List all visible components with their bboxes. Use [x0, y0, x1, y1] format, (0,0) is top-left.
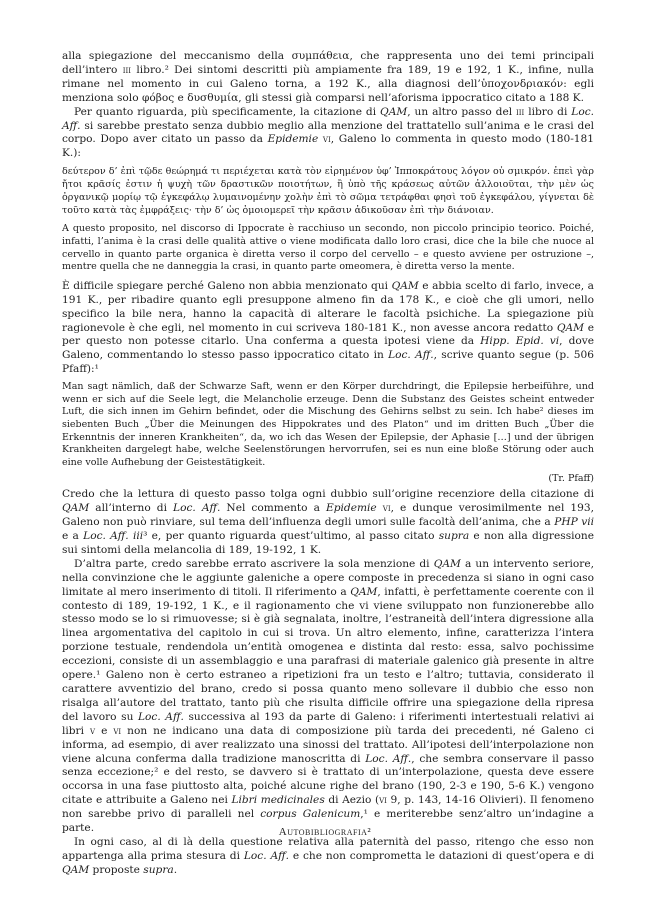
quotation-attribution: (Tr. Pfaff)	[548, 473, 594, 485]
paragraph-1: alla spiegazione del meccanismo della συμπάθεια, che rappresenta uno dei temi principali dell’intero iii libro.² Dei sintomi descritti più ampiamente fra 189, 19 e 192, 1 K., infine, nulla rimane nel momento in cui Galeno torna, a 192 K., alla diagnosi dell’ὑποχονδριακόν: egli menziona solo φόβος e δυσθυμία, gli stessi già comparsi nell’aforisma ippocratico citato a 188 K.	[62, 50, 594, 104]
paragraph-2: Per quanto riguarda, più specificamente, la citazione di QAM, un altro passo del iii libro di Loc. Aff. si sarebbe prestato senza dubbio meglio alla menzione del trattatello sull’anima e le crasi del corpo. Dopo aver citato un passo da Epidemie vi, Galeno lo commenta in questo modo (180-181 K.):	[62, 105, 594, 160]
paragraph-5: D’altra parte, credo sarebbe errato ascrivere la sola menzione di QAM a un intervento seriore, nella convinzione che le aggiunte galeniche a opere composte in precedenza si siano in ogni caso limitate al mero inserimento di titoli. Il riferimento a QAM, infatti, è perfettamente coerente con il contesto di 189, 19-192, 1 K., e il ragionamento che vi viene sviluppato non funzionerebbe allo stesso modo se lo si rimuovesse; si è già segnalata, inoltre, l’estraneità dell’intera digressione alla linea argomentativa del capitolo in cui si trova. Un altro elemento, infine, caratterizza l’intera porzione testuale, rendendola un’entità omogenea e distinta dal resto: essa, salvo pochissime eccezioni, consiste di un assemblaggio e una parafrasi di materiale galenico già presente in altre opere.¹ Galeno non è certo estraneo a ripetizioni fra un testo e l’altro; tuttavia, considerato il carattere avventizio del brano, credo si possa quanto meno sollevare il dubbio che esso non risalga all’autore del trattato, tanto più che risulta difficile offrire una spiegazione della ripresa del lavoro su Loc. Aff. successiva al 193 da parte di Galeno: i riferimenti intertestuali relativi ai libri v e vi non ne indicano una data di composizione più tarda dei precedenti, né Galeno ci informa, ad esempio, di aver realizzato una sinossi del trattato. All’ipotesi dell’interpolazione non viene alcuna conferma dalla tradizione manoscritta di Loc. Aff., che sembra conservare il passo senza eccezione;² e del resto, se davvero si è trattato di un’interpolazione, questa deve essere occorsa in una fase piuttosto alta, poiché alcune righe del brano (190, 2-3 e 190, 5-6 K.) vengono citate e attribuite a Galeno nei Libri medicinales di Aezio (vi 9, p. 143, 14-16 Olivieri). Il fenomeno non sarebbe privo di paralleli nel corpus Galenicum,¹ e meriterebbe senz’altro un’indagine a parte.	[62, 557, 595, 835]
paragraph-3: È difficile spiegare perché Galeno non abbia menzionato qui QAM e abbia scelto di farlo, invece, a 191 K., per ribadire quanto egli presuppone almeno fin da 178 K., e cioè che gli umori, nello specifico la bile nera, hanno la capacità di alterare le facoltà psichiche. La spiegazione più ragionevole è che egli, nel momento in cui scriveva 180-181 K., non avesse ancora redatto QAM e per questo non potesse citarlo. Una conferma a questa ipotesi viene da Hipp. Epid. vi, dove Galeno, commentando lo stesso passo ippocratico citato in Loc. Aff., scrive quanto segue (p. 506 Pfaff):¹	[62, 279, 594, 376]
german-quotation: Man sagt nämlich, daß der Schwarze Saft, wenn er den Körper durchdringt, die Epilepsie herbeiführe, und wenn er sich auf die Seele legt, die Melancholie erzeuge. Denn die Substanz des Geistes scheint entweder Luft, die sich innen im Gehirn befindet, oder die Mischung des Gehirns selbst zu sein. Ich habe² dieses im siebenten Buch „Über die Meinungen des Hippokrates und des Platon“ und im dritten Buch „Über die Erkenntnis der inneren Krankheiten“, da, wo ich das Wesen der Epilepsie, der Aphasie […] und der übrigen Krankheiten dargelegt habe, welche Seelenstörungen hervorrufen, sei es nun eine bloße Störung oder auch eine volle Aufhebung der Geistestätigkeit.	[62, 381, 594, 468]
paragraph-6: In ogni caso, al di là della questione relativa alla paternità del passo, ritengo che esso non appartenga alla prima stesura di Loc. Aff. e che non comprometta le datazioni di quest’opera e di QAM proposte supra.	[62, 835, 594, 876]
italian-translation: A questo proposito, nel discorso di Ippocrate è racchiuso un secondo, non piccolo principio teorico. Poiché, infatti, l’anima è la crasi delle qualità attive o viene modificata dallo loro crasi, dice che la bile che nuoce al cervello in quanto parte organica è diretta verso il corpo del cervello – e questo avviene per ostruzione –, mentre quella che ne danneggia la crasi, in quanto parte omeomera, è diretta verso la mente.	[62, 223, 594, 273]
greek-quotation: δεύτερον δ’ ἐπὶ τῷδε θεώρημά τι περιέχεται κατὰ τὸν εἰρημένον ὑφ’ Ἱπποκράτους λόγον οὐ σμικρόν. ἐπεὶ γὰρ ἤτοι κρᾶσίς ἐστιν ἡ ψυχὴ τῶν δραστικῶν ποιοτήτων, ἢ ὑπὸ τῆς κράσεως αὐτῶν ἀλλοιοῦται, τὴν μὲν ὡς ὀργανικῷ μορίῳ τῷ ἐγκεφάλῳ λυμαινομένην χολὴν ἐπὶ τὸ σῶμα τετράφθαι φησὶ τοῦ ἐγκεφάλου, γίγνεται δὲ τοῦτο κατὰ τὰς ἐμφράξεις· τὴν δ’ ὡς ὁμοιομερεῖ τὴν κρᾶσιν ἀδικοῦσαν ἐπὶ τὴν διάνοιαν.	[62, 166, 594, 216]
paragraph-4: Credo che la lettura di questo passo tolga ogni dubbio sull’origine recenziore della citazione di QAM all’interno di Loc. Aff. Nel commento a Epidemie vi, e dunque verosimilmente nel 193, Galeno non può rinviare, sul tema dell’influenza degli umori sulle facoltà dell’anima, che a PHP vii e a Loc. Aff. iii³ e, per quanto riguarda quest’ultimo, al passo citato supra e non alla digressione sui sintomi della melancolia di 189, 19-192, 1 K.	[62, 488, 595, 556]
page-body	[62, 50, 594, 878]
running-footer: Autobibliografia²	[278, 826, 372, 838]
